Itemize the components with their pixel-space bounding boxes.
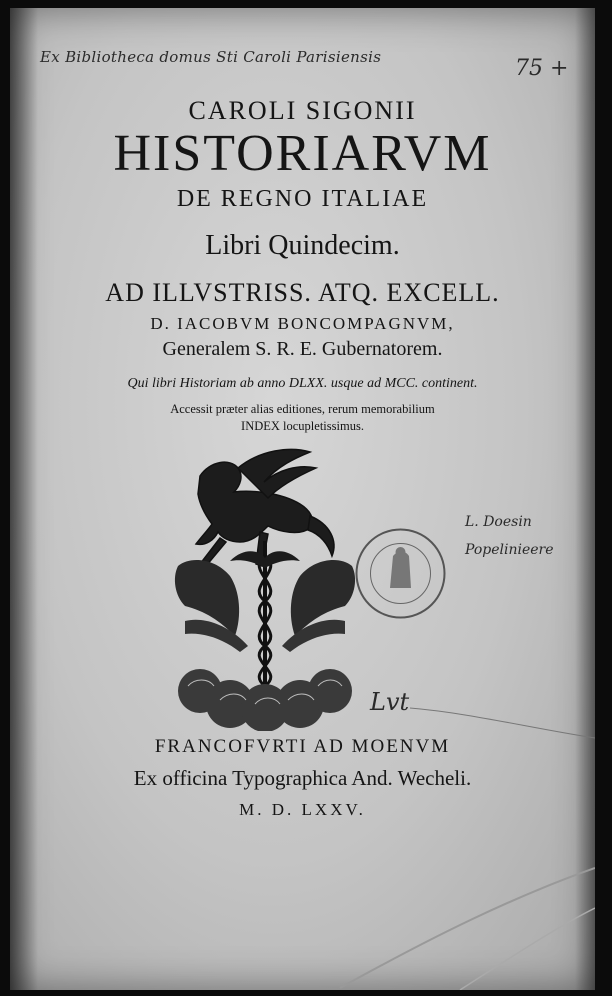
author-line: CAROLI SIGONII [188, 96, 417, 125]
ownership-inscription: Ex Bibliotheca domus Sti Caroli Parisiensis [40, 48, 382, 66]
dedication-line-3: Generalem S. R. E. Gubernatorem. [162, 338, 443, 360]
handwritten-signature: Lvt [370, 688, 410, 716]
scope-line: Qui libri Historiam ab anno DLXX. usque ad MCC. continent. [127, 376, 478, 391]
main-title: HISTORIARVM [113, 125, 492, 182]
page-crease [10, 8, 595, 990]
dedication-line-2: D. IACOBVM BONCOMPAGNVM, [150, 314, 455, 333]
subject-line: DE REGNO ITALIAE [176, 186, 429, 212]
handwritten-note-line-1: L. Doesin [465, 514, 532, 530]
index-note-1: Accessit præter alias editiones, rerum memorabilium [170, 402, 435, 416]
title-page [10, 8, 595, 990]
imprint-place: FRANCOFVRTI AD MOENVM [154, 736, 451, 757]
dedication-line-1: AD ILLVSTRISS. ATQ. EXCELL. [105, 278, 500, 307]
imprint-printer: Ex officina Typographica And. Wecheli. [133, 766, 472, 790]
books-line: Libri Quindecim. [205, 230, 400, 261]
index-note-2: INDEX locupletissimus. [241, 419, 364, 433]
imprint-year: M. D. LXXV. [239, 800, 366, 819]
handwritten-note-line-2: Popelinieere [465, 542, 554, 558]
shelf-number: 75 + [515, 56, 569, 81]
